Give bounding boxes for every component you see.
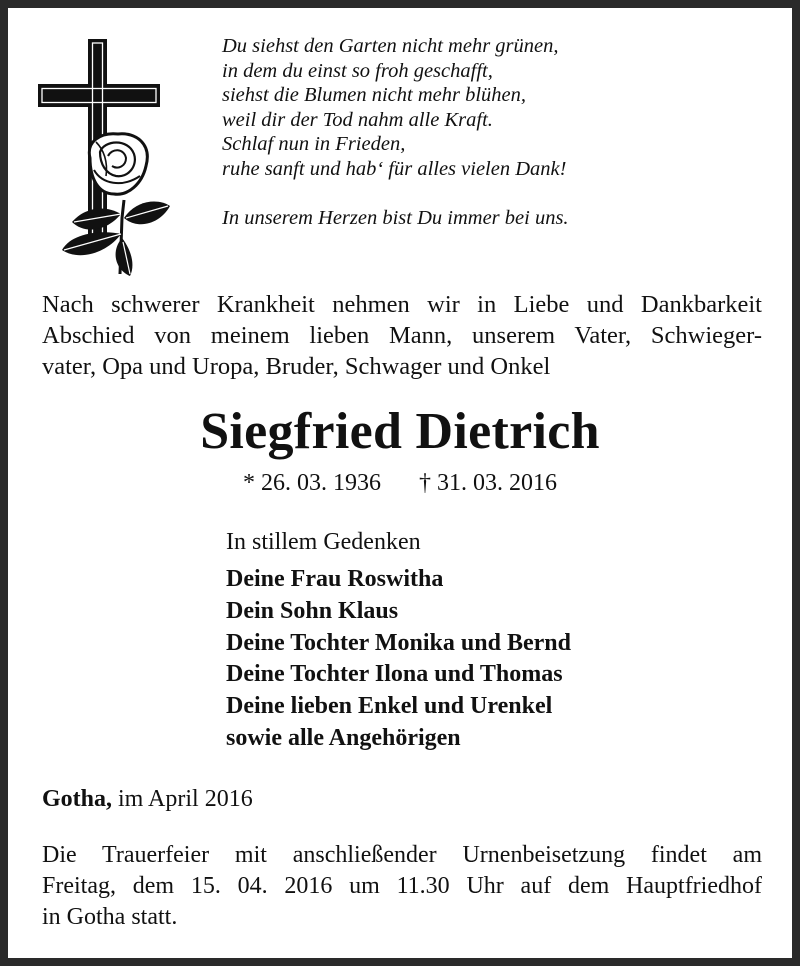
mourners-heading: In stillem Gedenken — [226, 529, 421, 555]
announcement-line: Abschied von meinem lieben Mann, unserem Vater, Schwieger- — [42, 322, 762, 349]
poem — [222, 34, 782, 230]
funeral-line: Die Trauerfeier mit anschließender Urnenbeisetzung findet am — [42, 842, 762, 868]
funeral-line: in Gotha statt. — [42, 904, 178, 930]
place-date: im April 2016 — [118, 786, 253, 812]
poem-spacer — [222, 182, 782, 206]
place-and-date — [42, 783, 253, 815]
poem-line: siehst die Blumen nicht mehr blühen, — [222, 84, 527, 107]
mourners-list — [226, 564, 571, 755]
life-dates — [0, 467, 800, 499]
mourner-entry: Deine lieben Enkel und Urenkel — [226, 693, 553, 720]
poem-line: in dem du einst so froh geschafft, — [222, 59, 493, 82]
poem-line: ruhe sanft und hab‘ für alles vielen Dank! — [222, 157, 567, 180]
place-city: Gotha, — [42, 786, 113, 812]
deceased-name: Siegfried Dietrich — [200, 403, 600, 460]
announcement-text — [42, 289, 762, 382]
poem-line: Du siehst den Garten nicht mehr grünen, — [222, 35, 559, 57]
rose-icon — [62, 134, 170, 276]
announcement-line: Nach schwerer Krankheit nehmen wir in Liebe und Dankbarkeit — [42, 291, 762, 318]
mourner-entry: Deine Tochter Monika und Bernd — [226, 629, 571, 656]
birth-date: * 26. 03. 1936 — [243, 470, 381, 496]
mourner-entry: Dein Sohn Klaus — [226, 597, 399, 624]
poem-line: weil dir der Tod nahm alle Kraft. — [222, 108, 493, 131]
mourner-entry: Deine Frau Roswitha — [226, 566, 444, 592]
mourner-entry: Deine Tochter Ilona und Thomas — [226, 661, 563, 688]
funeral-notice — [42, 840, 762, 933]
death-date: † 31. 03. 2016 — [419, 470, 557, 496]
cross-rose-emblem — [34, 38, 174, 278]
poem-closing-line: In unserem Herzen bist Du immer bei uns. — [222, 206, 569, 229]
mourner-entry: sowie alle Angehörigen — [226, 724, 461, 751]
poem-line: Schlaf nun in Frieden, — [222, 133, 406, 156]
funeral-line: Freitag, dem 15. 04. 2016 um 11.30 Uhr auf dem Hauptfriedhof — [42, 873, 762, 899]
announcement-line: vater, Opa und Uropa, Bruder, Schwager und Onkel — [42, 353, 551, 380]
